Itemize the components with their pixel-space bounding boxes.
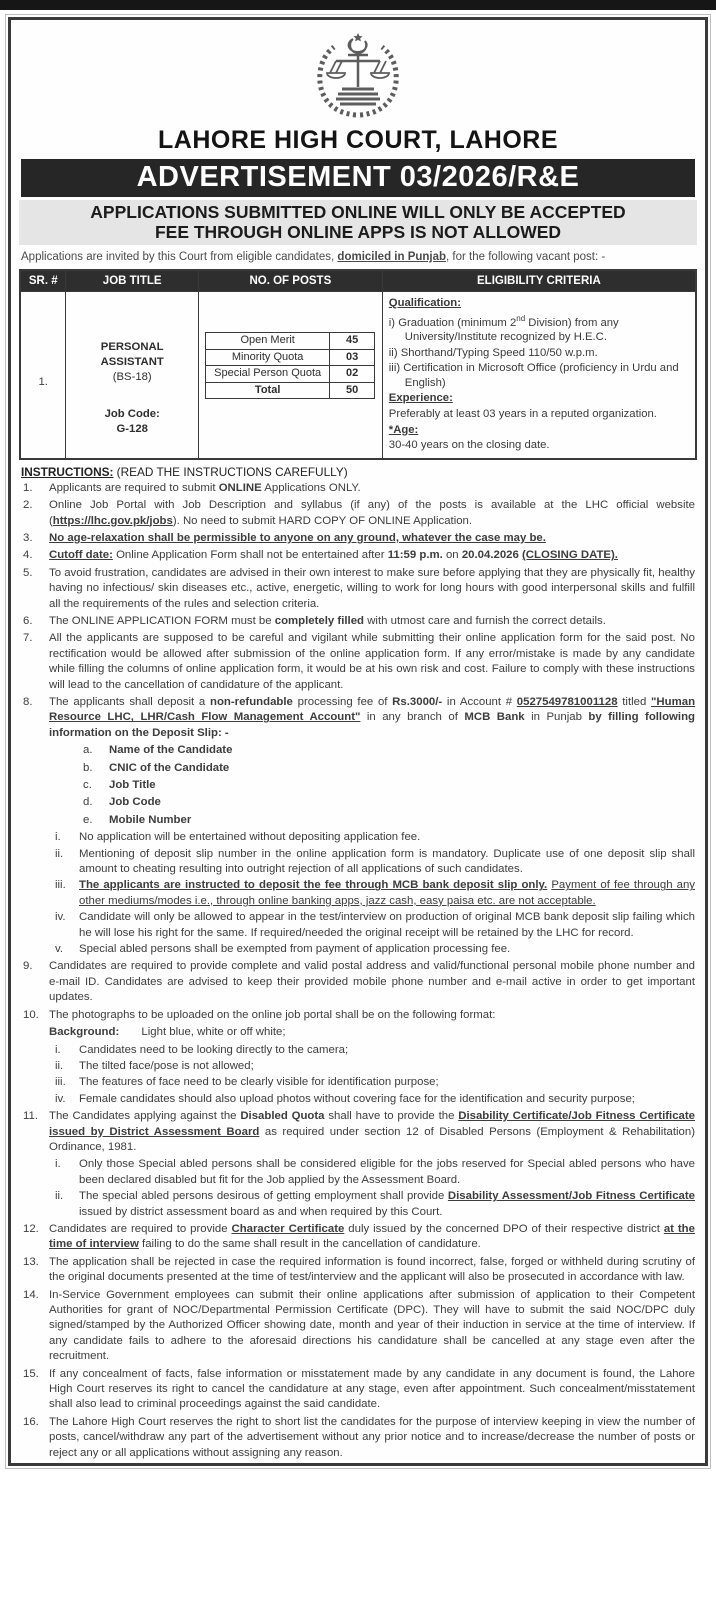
instruction-marker: b.	[83, 761, 93, 774]
instruction-marker: 1.	[23, 481, 33, 494]
instruction-marker: v.	[55, 943, 64, 956]
text-segment: on	[442, 549, 462, 562]
text-segment: , for the following vacant post: -	[446, 251, 606, 263]
vacancy-row	[20, 292, 696, 459]
instruction-marker: 10.	[23, 1008, 39, 1021]
instruction-marker: 2.	[23, 499, 33, 512]
eligibility-line	[389, 407, 689, 422]
sr-number-cell: 1.	[20, 292, 66, 459]
text-segment: Job Title	[109, 779, 156, 792]
instruction-marker: 15.	[23, 1367, 39, 1380]
text-segment: ONLINE	[218, 481, 262, 494]
text-segment: Mentioning of deposit slip number in the online application form is mandatory. Duplicate use of one deposit slip shall amount to cheating resulting into outright rejection of all applications of such candidates.	[79, 847, 695, 876]
col-header-job-title: JOB TITLE	[66, 270, 198, 292]
list-marker: iii)	[388, 362, 404, 375]
instruction-text	[79, 1059, 697, 1074]
text-segment: Experience:	[388, 392, 453, 405]
instruction-text	[49, 1008, 697, 1023]
eligibility-line	[389, 423, 689, 438]
quota-value: 45	[329, 333, 374, 350]
advertisement-page	[5, 14, 711, 1469]
instruction-item	[19, 878, 697, 909]
text-segment: Disability Certificate/Job Fitness Certificate issued by District Assessment Board	[49, 1110, 696, 1138]
quota-value: 50	[329, 382, 374, 399]
quota-label: Minority Quota	[206, 349, 330, 366]
text-segment: Only those Special abled persons shall be considered eligible for the jobs reserved for Special abled persons who have been declared disabled but fit for the Job applied by the Assessment Board.	[79, 1158, 695, 1186]
no-of-posts-cell	[198, 292, 382, 459]
instruction-marker	[19, 1025, 49, 1040]
instruction-item	[19, 631, 697, 693]
col-header-eligibility: ELIGIBILITY CRITERIA	[382, 270, 696, 292]
text-segment: No age-relaxation shall be permissible to anyone on any ground, whatever the case may be.	[49, 531, 546, 544]
instruction-item	[19, 830, 697, 845]
instruction-text	[49, 1109, 697, 1155]
instruction-item	[19, 795, 697, 810]
text-segment: Applications are invited by this Court from eligible candidates,	[21, 251, 338, 263]
instruction-text	[49, 1025, 697, 1040]
instruction-marker: iv.	[55, 911, 66, 924]
eligibility-criteria-cell	[382, 292, 696, 459]
instruction-text	[79, 830, 697, 845]
instruction-item	[19, 481, 697, 496]
instruction-item	[19, 1075, 697, 1090]
instruction-text	[49, 498, 697, 529]
instruction-item	[19, 1092, 697, 1107]
instruction-item	[19, 1043, 697, 1058]
text-segment: CNIC of the Candidate	[109, 761, 230, 774]
text-segment: Applications ONLY.	[261, 481, 361, 494]
instruction-text	[79, 1157, 697, 1188]
text-segment: (READ THE INSTRUCTIONS CAREFULLY)	[113, 464, 348, 479]
text-segment: (CLOSING DATE).	[522, 549, 618, 562]
text-segment: titled	[617, 695, 652, 708]
instruction-item	[19, 1222, 697, 1253]
text-segment: as required under section 12 of Disabled Persons (Employment & Rehabilitation) Ordinance, 1981.	[49, 1125, 695, 1153]
instruction-marker: 7.	[23, 632, 33, 645]
instruction-item	[19, 761, 697, 776]
text-segment: Mobile Number	[109, 813, 192, 826]
instruction-item	[19, 498, 697, 529]
instruction-text	[49, 548, 697, 563]
text-segment: Preferably at least 03 years in a reputed organization.	[388, 407, 657, 420]
text-segment: All the applicants are supposed to be careful and vigilant while submitting their online application form for the said post. No rectification would be allowed after submission of the online application form. If any error/mistake is made by any candidate while filling the columns of online application form, it would be at his own risk and cost. Failure to comply with these instructions will lead to the cancellation of candidature of the applicant.	[49, 632, 695, 691]
text-segment: at the time of interview	[49, 1222, 695, 1251]
lahore-high-court-emblem-icon	[306, 29, 410, 119]
instruction-marker: i.	[55, 1158, 61, 1171]
instruction-marker: a.	[83, 744, 93, 757]
text-segment: 20.04.2026	[461, 549, 519, 562]
eligibility-line	[389, 361, 689, 390]
eligibility-line	[389, 312, 689, 345]
instruction-marker: iv.	[55, 1092, 66, 1105]
quota-table	[205, 332, 375, 399]
instruction-item	[19, 778, 697, 793]
instruction-marker: 3.	[23, 531, 33, 544]
instruction-item	[19, 910, 697, 941]
text-segment: processing fee of	[292, 695, 393, 708]
instruction-marker: 13.	[23, 1255, 39, 1268]
instruction-text	[79, 942, 697, 957]
quota-label: Total	[206, 382, 330, 399]
instruction-item	[19, 1189, 697, 1220]
eligibility-line	[389, 296, 689, 311]
instruction-text	[79, 1043, 697, 1058]
intro-paragraph	[21, 250, 695, 265]
instruction-item	[19, 548, 697, 563]
text-segment: in Punjab	[524, 711, 589, 724]
instruction-marker: 6.	[23, 614, 33, 627]
text-segment: duly issued by the concerned DPO of their respective district	[344, 1222, 664, 1235]
text-segment: The special abled persons desirous of getting employment shall provide	[79, 1190, 448, 1203]
text-segment: by filling following information on the Deposit Slip: -	[49, 711, 695, 739]
quota-row	[206, 333, 375, 350]
instruction-marker: ii.	[55, 847, 64, 860]
text-segment: Job Code	[109, 796, 161, 809]
text-segment: 30-40 years on the closing date.	[388, 439, 550, 452]
instruction-item	[19, 1157, 697, 1188]
instructions-heading	[21, 465, 697, 479]
instruction-item	[19, 959, 697, 1005]
vacancy-table-header-row	[20, 270, 696, 292]
text-segment: If any concealment of facts, false information or misstatement made by any candidate in any document is found, the Lahore High Court reserves its right to cancel the candidature at any stage, even after appointment. Such concealment/misstatement shall also lead to criminal proceedings against the said candidate.	[49, 1367, 695, 1411]
instruction-item	[19, 1025, 697, 1040]
text-segment: Disability Assessment/Job Fitness Certificate	[447, 1190, 695, 1203]
text-segment: The application shall be rejected in case the required information is found incorrect, false, forged or withheld during scrutiny of the original documents presented at the time of test/interview and the applicant will also be prosecuted in accordance with law.	[49, 1255, 695, 1284]
instruction-item	[19, 1109, 697, 1155]
quota-row	[206, 349, 375, 366]
instruction-item	[19, 847, 697, 878]
advertisement-border-box	[8, 17, 708, 1466]
list-marker: ii)	[388, 346, 401, 359]
job-title-line: (BS-18)	[112, 371, 152, 383]
text-segment: with utmost care and furnish the correct details.	[364, 614, 606, 627]
instruction-marker: i.	[55, 831, 61, 844]
instruction-marker: iii.	[55, 879, 66, 892]
text-segment: Candidates are required to provide complete and valid postal address and valid/functional personal mobile phone number and e-mail ID. Candidates are advised to keep their provided mobile phone number and e-mail active in order to get important updates.	[49, 960, 695, 1004]
instruction-text	[109, 778, 697, 793]
text-segment: Graduation (minimum 2	[398, 316, 517, 329]
top-black-strip	[0, 0, 716, 10]
text-segment: The features of face need to be clearly visible for identification purpose;	[79, 1076, 439, 1089]
instruction-text	[79, 847, 697, 878]
quota-row	[206, 382, 375, 399]
text-segment: Qualification:	[388, 297, 461, 309]
instruction-marker: e.	[83, 813, 93, 826]
text-segment: The photographs to be uploaded on the online job portal shall be on the following format:	[49, 1008, 496, 1021]
text-segment: Certification in Microsoft Office (proficiency in Urdu and English)	[403, 362, 679, 389]
job-title-line: PERSONAL	[100, 341, 164, 353]
text-segment: Special abled persons shall be exempted from payment of application processing fee.	[79, 943, 511, 956]
instruction-text	[79, 1092, 697, 1107]
text-segment: In-Service Government employees can submit their online applications after submission of application to their Competent Authorities for grant of NOC/Departmental Permission Certificate (DPC). They will have to submit the said NOC/DPC duly signed/stamped by the Authorized Officer showing date, month and year of their induction in service at the time of interview. If any candidate fails to adhere to the aforesaid directions his candidature shall be cancelled at any stage even after the recruitment.	[49, 1288, 695, 1363]
instruction-item	[19, 1008, 697, 1023]
text-segment: To avoid frustration, candidates are advised in their own interest to make sure before applying that they are physically fit, healthy having no infectious/ skin diseases etc., active, energetic, willing to work for long hours with good interpersonal skills and fulfill all the requirements of the rules and selection criteria.	[49, 566, 695, 610]
col-header-sr: SR. #	[20, 270, 66, 292]
text-segment: INSTRUCTIONS:	[21, 464, 114, 479]
text-segment: shall have to provide the	[324, 1110, 459, 1123]
text-segment: No application will be entertained without depositing application fee.	[79, 831, 421, 844]
quota-label: Open Merit	[206, 333, 330, 350]
text-segment: Name of the Candidate	[109, 744, 233, 757]
instruction-text	[49, 531, 697, 546]
instruction-item	[19, 614, 697, 629]
instruction-marker: c.	[83, 779, 92, 792]
instruction-item	[19, 1415, 697, 1461]
eligibility-line	[389, 438, 689, 453]
text-segment: The tilted face/pose is not allowed;	[79, 1059, 254, 1072]
text-segment: 11:59 p.m.	[387, 549, 443, 562]
text-segment: Online Job Portal with Job Description and syllabus (if any) of the posts is available at the LHC official website (	[49, 499, 695, 527]
text-segment: MCB Bank	[464, 711, 525, 724]
instruction-marker: 14.	[23, 1288, 39, 1301]
text-segment: nd	[516, 313, 526, 323]
instruction-item	[19, 1059, 697, 1074]
text-segment: Shorthand/Typing Speed 110/50 w.p.m.	[400, 346, 598, 359]
text-segment: The Lahore High Court reserves the right to short list the candidates for the purpose of interview keeping in view the number of posts, cancel/withdraw any part of the advertisement without any prior notice and to increase/decrease the number of posts or reject any or all applications without assigning any reason.	[49, 1415, 695, 1459]
text-segment: Applicants are required to submit	[49, 481, 219, 494]
instruction-marker: iii.	[55, 1076, 66, 1089]
instruction-item	[19, 566, 697, 612]
online-notice-band	[19, 200, 697, 245]
instruction-item	[19, 743, 697, 758]
list-marker: i)	[388, 316, 399, 329]
instruction-marker: ii.	[55, 1059, 64, 1072]
instruction-text	[49, 481, 697, 496]
instruction-item	[19, 942, 697, 957]
text-segment: failing to do the same shall result in the cancellation of candidature.	[138, 1238, 481, 1251]
instruction-marker: 16.	[23, 1415, 39, 1428]
quota-row	[206, 366, 375, 383]
logo-container	[19, 29, 697, 124]
text-segment: Light blue, white or off white;	[119, 1026, 286, 1039]
text-segment: Background:	[49, 1026, 120, 1039]
instruction-text	[109, 795, 697, 810]
text-segment: The Candidates applying against the	[49, 1110, 241, 1123]
text-segment: Character Certificate	[231, 1222, 345, 1235]
notice-line-1: APPLICATIONS SUBMITTED ONLINE WILL ONLY BE ACCEPTED	[90, 202, 626, 222]
quota-value: 02	[329, 366, 374, 383]
instruction-marker: 8.	[23, 695, 33, 708]
instruction-text	[49, 959, 697, 1005]
instruction-item	[19, 1288, 697, 1365]
vacancy-table	[19, 269, 697, 460]
eligibility-line	[389, 391, 689, 406]
job-title-line: ASSISTANT	[100, 356, 164, 368]
instruction-marker: 11.	[23, 1110, 38, 1123]
text-segment: in Account #	[442, 695, 517, 708]
advertisement-number-banner: ADVERTISEMENT 03/2026/R&E	[21, 159, 695, 197]
instruction-text	[79, 878, 697, 909]
text-segment: Rs.3000/-	[392, 695, 443, 708]
text-segment: Payment of fee through any other mediums/modes i.e., through online banking apps, jazz cash, easy paisa etc. are not acceptable.	[79, 879, 695, 907]
text-segment: Female candidates should also upload photos without covering face for the identification and security purpose;	[79, 1092, 635, 1105]
job-title-line: G-128	[116, 423, 148, 435]
instruction-text	[49, 1415, 697, 1461]
text-segment: issued by district assessment board as and when required by this Court.	[79, 1205, 443, 1218]
text-segment: The applicants are instructed to deposit the fee through MCB bank deposit slip only.	[79, 879, 548, 892]
text-segment: The ONLINE APPLICATION FORM must be	[49, 614, 275, 627]
text-segment: Division) from any University/Institute recognized by H.E.C.	[404, 316, 619, 343]
instruction-text	[49, 614, 697, 629]
instruction-item	[19, 531, 697, 546]
text-segment: "Human Resource LHC, LHR/Cash Flow Management Account"	[49, 695, 696, 724]
text-segment: Candidates need to be looking directly to the camera;	[79, 1043, 349, 1056]
text-segment: Candidates are required to provide	[49, 1222, 232, 1235]
instruction-marker: 5.	[23, 566, 33, 579]
text-segment: ). No need to submit HARD COPY OF ONLINE Application.	[172, 514, 473, 527]
instruction-marker: ii.	[55, 1190, 64, 1203]
text-segment: domiciled in Punjab	[337, 251, 447, 263]
instruction-text	[49, 1255, 697, 1286]
instruction-text	[109, 761, 697, 776]
instruction-text	[49, 1367, 697, 1413]
instruction-text	[49, 1222, 697, 1253]
instruction-text	[109, 743, 697, 758]
text-segment: completely filled	[274, 614, 365, 627]
text-segment: *Age:	[388, 423, 419, 436]
notice-line-2: FEE THROUGH ONLINE APPS IS NOT ALLOWED	[154, 222, 562, 242]
court-name-title: LAHORE HIGH COURT, LAHORE	[158, 126, 558, 154]
text-segment: Online Application Form shall not be entertained after	[112, 549, 388, 562]
instruction-marker: 9.	[23, 960, 33, 973]
instruction-text	[49, 1288, 697, 1365]
text-segment: non-refundable	[209, 695, 293, 708]
instruction-item	[19, 1255, 697, 1286]
quota-value: 03	[329, 349, 374, 366]
instruction-item	[19, 1367, 697, 1413]
instruction-text	[79, 1189, 697, 1220]
text-segment: The applicants shall deposit a	[49, 695, 210, 708]
job-title-cell	[66, 292, 198, 459]
instruction-item	[19, 813, 697, 828]
text-segment: Candidate will only be allowed to appear in the test/interview on production of original MCB bank deposit slip failing which he will lose his right for the same. If required/needed the original receipt will be retained by the LHC for record.	[79, 911, 695, 939]
instruction-text	[49, 631, 697, 693]
instruction-item	[19, 695, 697, 741]
text-segment: Disabled Quota	[240, 1110, 325, 1123]
instruction-text	[49, 566, 697, 612]
instructions-list	[19, 481, 697, 1461]
instruction-marker: 12.	[23, 1222, 39, 1235]
text-segment: in any branch of	[360, 711, 465, 724]
instruction-marker: d.	[83, 796, 93, 809]
instruction-text	[109, 813, 697, 828]
col-header-no-of-posts: NO. OF POSTS	[198, 270, 382, 292]
text-segment: https://lhc.gov.pk/jobs	[52, 514, 173, 527]
instruction-text	[79, 1075, 697, 1090]
instruction-text	[49, 695, 697, 741]
text-segment: 0527549781001128	[516, 695, 618, 708]
job-title-line: Job Code:	[104, 408, 160, 420]
quota-label: Special Person Quota	[206, 366, 330, 383]
instruction-marker: 4.	[23, 549, 33, 562]
text-segment: Cutoff date:	[49, 549, 113, 562]
instruction-text	[79, 910, 697, 941]
eligibility-line	[389, 346, 689, 361]
instruction-marker: i.	[55, 1043, 61, 1056]
